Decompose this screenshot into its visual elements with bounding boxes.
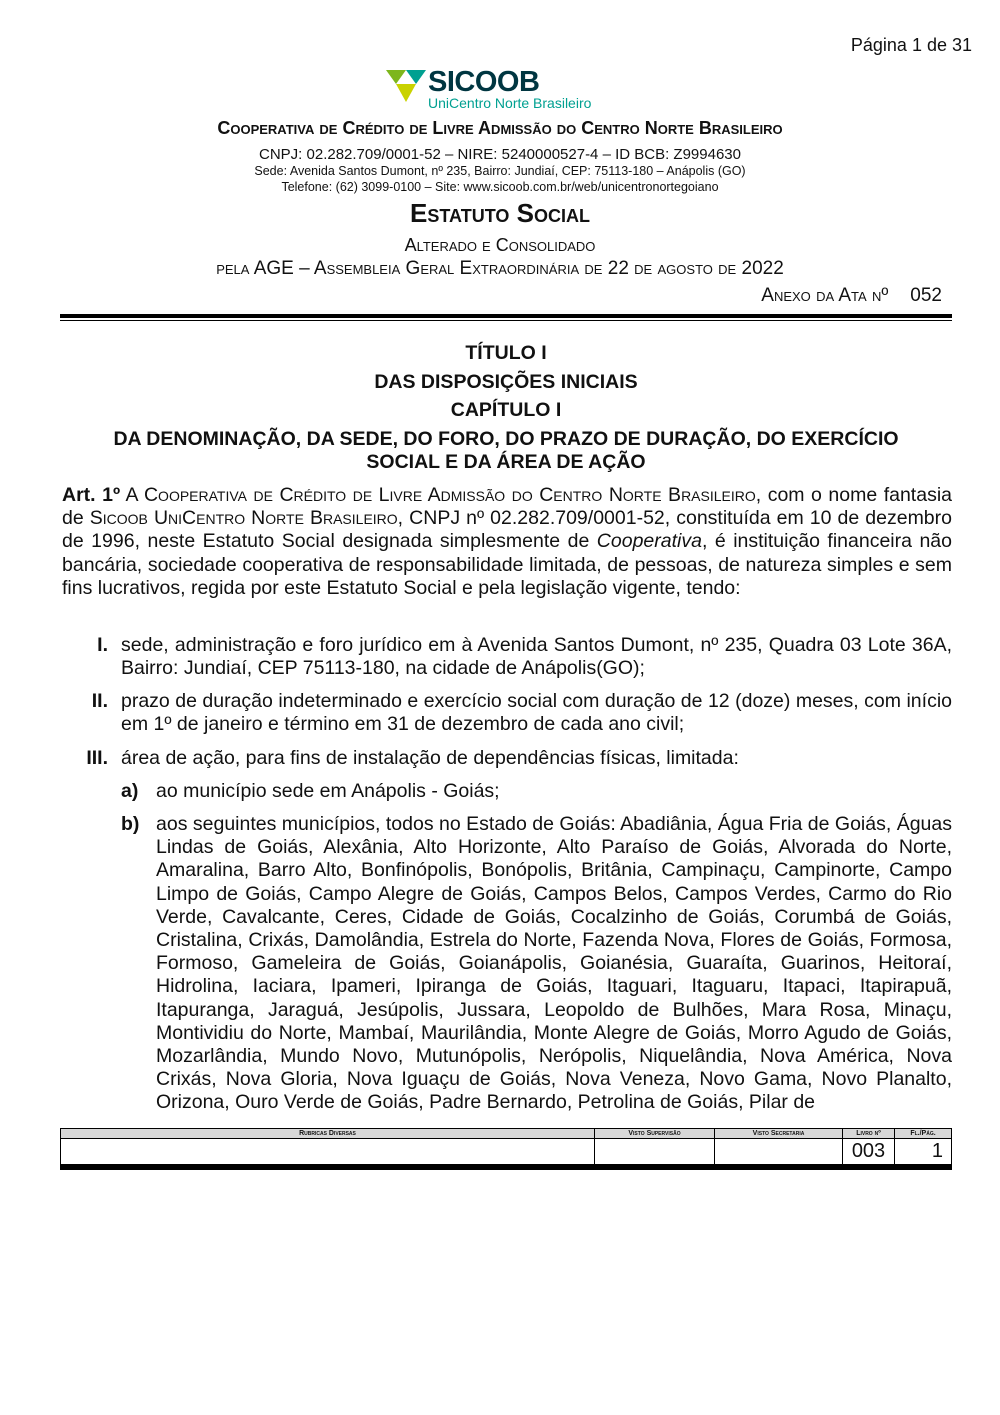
article-1 <box>62 484 952 600</box>
text: Cooperativa de Crédito de Livre Admissão do Centro Norte Brasileiro <box>143 484 756 506</box>
text: A <box>120 484 144 506</box>
page-indicator: Página 1 de 31 <box>850 35 972 55</box>
livro-header: Livro nº <box>843 1129 895 1139</box>
subitem-label: a) <box>121 780 139 802</box>
sicoob-logo-icon <box>386 70 426 102</box>
cooperative-name: Cooperativa de Crédito de Livre Admissão do Centro Norte Brasileiro <box>217 118 783 138</box>
text: , com o nome fantasia de <box>62 484 953 530</box>
age-line: pela AGE – Assembleia Geral Extraordinária de 22 de agosto de 2022 <box>216 258 784 279</box>
cnpj-line: CNPJ: 02.282.709/0001-52 – NIRE: 5240000527-4 – ID BCB: Z9994630 <box>259 146 741 163</box>
logo-subtitle: UniCentro Norte Brasileiro <box>428 95 592 111</box>
anexo-line <box>761 285 942 307</box>
item-text: prazo de duração indeterminado e exercício social com duração de 12 (doze) meses, com início em 1º de janeiro e término em 31 de dezembro de cada ano civil; <box>121 690 952 736</box>
anexo-label: Anexo da Ata nº <box>761 285 889 306</box>
subitem-label: b) <box>121 813 140 835</box>
logo-name: SICOOB <box>428 66 540 98</box>
supervisao-header: Visto Supervisão <box>595 1129 715 1139</box>
rubricas-header: Rubricas Diversas <box>61 1129 595 1139</box>
title-heading: TÍTULO I <box>465 342 547 364</box>
chapter-subheading: DA DENOMINAÇÃO, DA SEDE, DO FORO, DO PRAZO DE DURAÇÃO, DO EXERCÍCIO SOCIAL E DA ÁREA DE AÇÃO <box>113 428 899 473</box>
chapter-heading: CAPÍTULO I <box>450 399 562 421</box>
item-text: sede, administração e foro jurídico em à Avenida Santos Dumont, nº 235, Quadra 03 Lote 36A, Bairro: Jundiaí, CEP 75113-180, na cidade de Anápolis(GO); <box>121 634 952 680</box>
text: , CNPJ nº 02.282.709/0001-52, constituída em 10 de dezembro de 1996, neste Estatuto Social designada simplesmente de <box>62 507 952 553</box>
supervisao-cell <box>595 1139 715 1165</box>
text: , é instituição financeira não bancária, sociedade cooperativa de responsabilidade limitada, de pessoas, de natureza simples e sem fins lucrativos, regida por este Estatuto Social e pela legislação vigente, tendo: <box>62 530 952 599</box>
header-rule-thin <box>60 320 952 321</box>
text: Cooperativa <box>596 530 702 553</box>
article-label: Art. 1º <box>62 484 121 506</box>
header-rule <box>60 314 952 318</box>
footer-rule <box>60 1165 952 1170</box>
anexo-number: 052 <box>910 285 942 306</box>
rubricas-cell <box>61 1139 595 1165</box>
item-label: II. <box>91 690 108 712</box>
secretaria-header: Visto Secretaria <box>715 1129 843 1139</box>
address-line: Sede: Avenida Santos Dumont, nº 235, Bairro: Jundiaí, CEP: 75113-180 – Anápolis (GO) <box>254 164 746 178</box>
item-label: I. <box>97 634 108 656</box>
item-text: área de ação, para fins de instalação de dependências físicas, limitada: <box>121 747 739 769</box>
subitem-text: ao município sede em Anápolis - Goiás; <box>156 780 500 802</box>
livro-number: 003 <box>843 1139 895 1165</box>
footer-signature-table <box>60 1128 952 1165</box>
text: Sicoob UniCentro Norte Brasileiro <box>89 507 398 530</box>
sicoob-logo <box>386 68 631 112</box>
document-subtitle: Alterado e Consolidado <box>404 235 596 255</box>
item-label: III. <box>86 747 108 769</box>
secretaria-cell <box>715 1139 843 1165</box>
subitem-text: aos seguintes municípios, todos no Estado de Goiás: Abadiânia, Água Fria de Goiás, Águas Lindas de Goiás, Alexânia, Alto Horizonte, Alto Paraíso de Goiás, Alvorada do Norte, Amaralina, Barro Alto, Bonfinópolis, Bonópolis, Britânia, Campinaçu, Campinorte, Campo Limpo de Goiás, Campo Alegre de Goiás, Campos Belos, Campos Verdes, Carmo do Rio Verde, Cavalcante, Ceres, Cidade de Goiás, Cocalzinho de Goiás, Corumbá de Goiás, Cristalina, Crixás, Damolândia, Estrela do Norte, Fazenda Nova, Flores de Goiás, Formosa, Formoso, Gameleira de Goiás, Goianápolis, Goianésia, Guaraíta, Guarinos, Heitoraí, Hidrolina, Iaciara, Ipameri, Ipiranga de Goiás, Itaguari, Itaguaru, Itapaci, Itapirapuã, Itapuranga, Jaraguá, Jesúpolis, Jussara, Leopoldo de Bulhões, Mara Rosa, Minaçu, Montividiu do Norte, Mambaí, Maurilândia, Monte Alegre de Goiás, Morro Agudo de Goiás, Mozarlândia, Mundo Novo, Mutunópolis, Nerópolis, Niquelândia, Nova América, Nova Crixás, Nova Gloria, Nova Iguaçu de Goiás, Nova Veneza, Novo Gama, Novo Planalto, Orizona, Ouro Verde de Goiás, Padre Bernardo, Petrolina de Goiás, Pilar de <box>156 813 952 1114</box>
section-heading: DAS DISPOSIÇÕES INICIAIS <box>374 371 638 393</box>
folha-header: Fl./Pág. <box>895 1129 952 1139</box>
contact-line: Telefone: (62) 3099-0100 – Site: www.sicoob.com.br/web/unicentronortegoiano <box>281 180 719 194</box>
document-title: Estatuto Social <box>410 198 590 228</box>
folha-number: 1 <box>895 1139 952 1165</box>
